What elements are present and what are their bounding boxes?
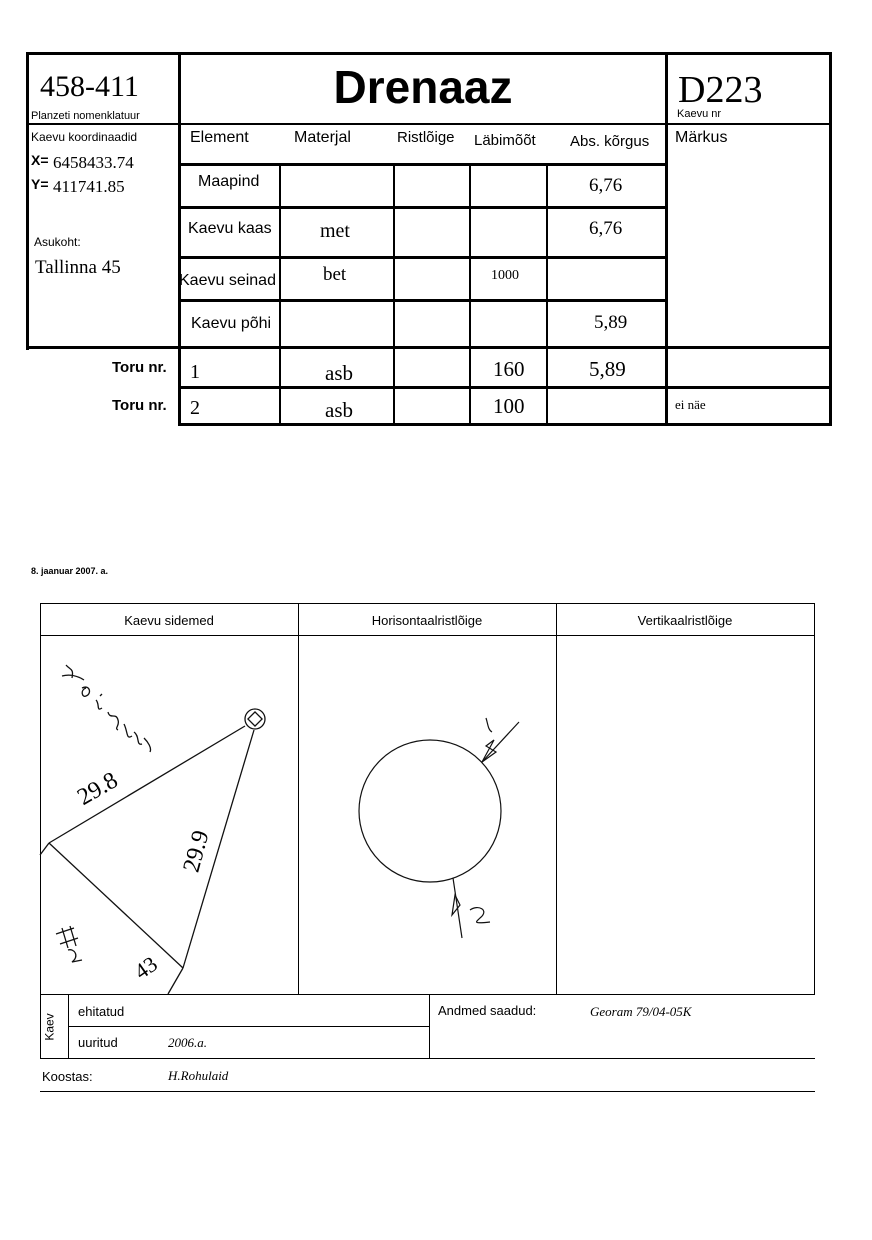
pipe-diameter: 100: [493, 394, 525, 418]
col-header-element: Element: [190, 129, 249, 146]
sketch-header-ties: Kaevu sidemed: [124, 613, 214, 628]
col-header-material: Materjal: [294, 129, 351, 146]
surveyed-value: 2006.a.: [168, 1035, 207, 1050]
pipe-note: ei näe: [675, 397, 706, 412]
row-material: met: [320, 220, 350, 242]
sheet-number: 458-411: [40, 70, 139, 103]
sheet-label: Planzeti nomenklatuur: [31, 110, 140, 122]
page-title: Drenaaz: [333, 61, 513, 113]
row-elevation: 5,89: [594, 312, 628, 333]
hash-marker-2: [70, 948, 71, 949]
col-header-cross: Ristlõige: [397, 129, 455, 146]
coordinates-label: Kaevu koordinaadid: [31, 130, 138, 144]
location-value: Tallinna 45: [35, 257, 121, 278]
pipe-label: Toru nr.: [112, 359, 167, 376]
pipe-material: asb: [325, 361, 353, 385]
data-source-label: Andmed saadud:: [438, 1003, 537, 1018]
pipe-material: asb: [325, 398, 353, 422]
measurement-c: 43: [129, 951, 162, 985]
pipe-number: 1: [190, 361, 200, 383]
row-element: Kaevu kaas: [188, 220, 272, 237]
row-diameter: 1000: [491, 268, 519, 283]
y-label: Y=: [31, 176, 49, 192]
compiled-value: H.Rohulaid: [168, 1068, 229, 1083]
row-elevation: 6,76: [589, 175, 623, 196]
pipe-2-marker: [472, 902, 473, 903]
built-label: ehitatud: [78, 1004, 125, 1019]
row-element: Maapind: [198, 173, 260, 190]
hash-marker: [58, 928, 59, 929]
well-label: Kaevu nr: [677, 108, 722, 120]
pipe-label: Toru nr.: [112, 397, 167, 414]
pipe-elevation: 5,89: [589, 357, 626, 381]
col-header-notes: Märkus: [675, 129, 728, 146]
measurement-b: 29.9: [178, 827, 215, 876]
row-element: Kaevu põhi: [191, 315, 272, 332]
pipe-diameter: 160: [493, 357, 525, 381]
sketch-header-horizontal: Horisontaalristlõige: [371, 613, 483, 628]
measurement-a: 29.8: [73, 767, 123, 811]
row-elevation: 6,76: [589, 218, 623, 239]
document-date: 8. jaanuar 2007. a.: [31, 566, 109, 576]
row-element: Kaevu seinad: [179, 272, 276, 289]
x-label: X=: [31, 152, 49, 168]
surveyed-label: uuritud: [78, 1035, 118, 1050]
col-header-elevation: Abs. kõrgus: [570, 133, 650, 150]
x-value: 6458433.74: [53, 153, 134, 172]
well-id: D223: [678, 69, 763, 111]
pipe-number: 2: [190, 397, 200, 419]
y-value: 411741.85: [53, 177, 125, 196]
data-source-value: Georam 79/04-05K: [590, 1004, 692, 1019]
kaev-label: Kaev: [42, 1013, 57, 1041]
compiled-label: Koostas:: [42, 1069, 93, 1084]
location-label: Asukoht:: [34, 235, 81, 249]
row-material: bet: [323, 264, 347, 285]
sketch-header-vertical: Vertikaalristlõige: [637, 613, 733, 628]
col-header-diameter: Läbimõõt: [474, 132, 536, 149]
pipe-1-marker: [484, 706, 485, 707]
